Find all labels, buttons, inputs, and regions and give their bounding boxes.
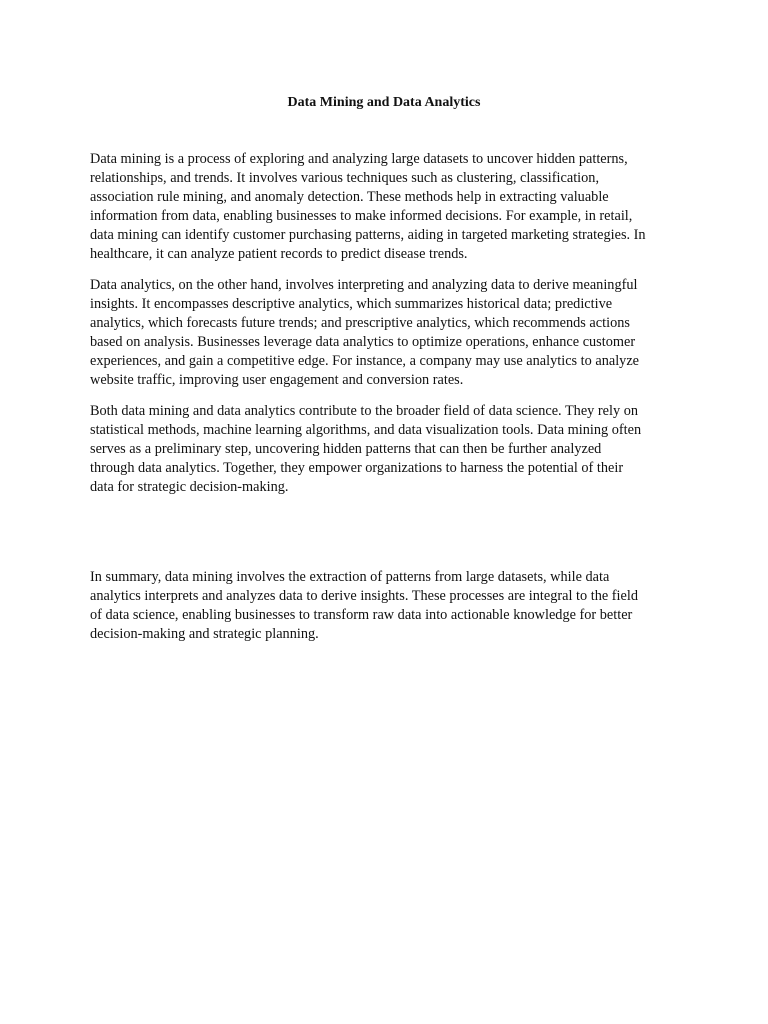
paragraph-line: association rule mining, and anomaly detection. These methods help in extracting valuable — [90, 189, 609, 206]
paragraph-data-mining — [90, 150, 680, 265]
paragraph-line: Data analytics, on the other hand, involves interpreting and analyzing data to derive meaningful — [90, 277, 638, 293]
paragraph-line: through data analytics. Together, they empower organizations to harness the potential of their — [90, 460, 624, 477]
paragraph-line: of data science, enabling businesses to transform raw data into actionable knowledge for better — [90, 607, 633, 624]
paragraph-line: statistical methods, machine learning algorithms, and data visualization tools. Data mining often — [90, 422, 642, 439]
paragraph-line: In summary, data mining involves the extraction of patterns from large datasets, while data — [90, 569, 610, 585]
paragraph-line: analytics, which forecasts future trends; and prescriptive analytics, which recommends actions — [90, 315, 630, 332]
paragraph-line: insights. It encompasses descriptive analytics, which summarizes historical data; predictive — [90, 296, 613, 313]
document-title: Data Mining and Data Analytics — [287, 95, 481, 110]
paragraph-line: Both data mining and data analytics contribute to the broader field of data science. They rely on — [90, 403, 638, 419]
paragraph-line: serves as a preliminary step, uncovering hidden patterns that can then be further analyzed — [90, 441, 602, 458]
paragraph-line: Data mining is a process of exploring and analyzing large datasets to uncover hidden patterns, — [90, 151, 628, 167]
paragraph-line: experiences, and gain a competitive edge. For instance, a company may use analytics to analyze — [90, 353, 640, 370]
paragraph-line: analytics interprets and analyzes data to derive insights. These processes are integral to the field — [90, 588, 638, 605]
paragraph-data-science — [90, 402, 680, 497]
paragraph-line: relationships, and trends. It involves various techniques such as clustering, classification, — [90, 170, 600, 187]
paragraph-line: information from data, enabling businesses to make informed decisions. For example, in retail, — [90, 208, 633, 225]
paragraph-summary — [90, 568, 680, 644]
paragraph-line: website traffic, improving user engagement and conversion rates. — [90, 372, 464, 389]
paragraph-line: data mining can identify customer purchasing patterns, aiding in targeted marketing strategies. In — [90, 227, 646, 244]
paragraph-line: based on analysis. Businesses leverage data analytics to optimize operations, enhance customer — [90, 334, 636, 351]
paragraph-data-analytics — [90, 276, 680, 391]
paragraph-line: healthcare, it can analyze patient records to predict disease trends. — [90, 246, 468, 263]
paragraph-line: data for strategic decision-making. — [90, 479, 289, 496]
paragraph-line: decision-making and strategic planning. — [90, 626, 319, 643]
